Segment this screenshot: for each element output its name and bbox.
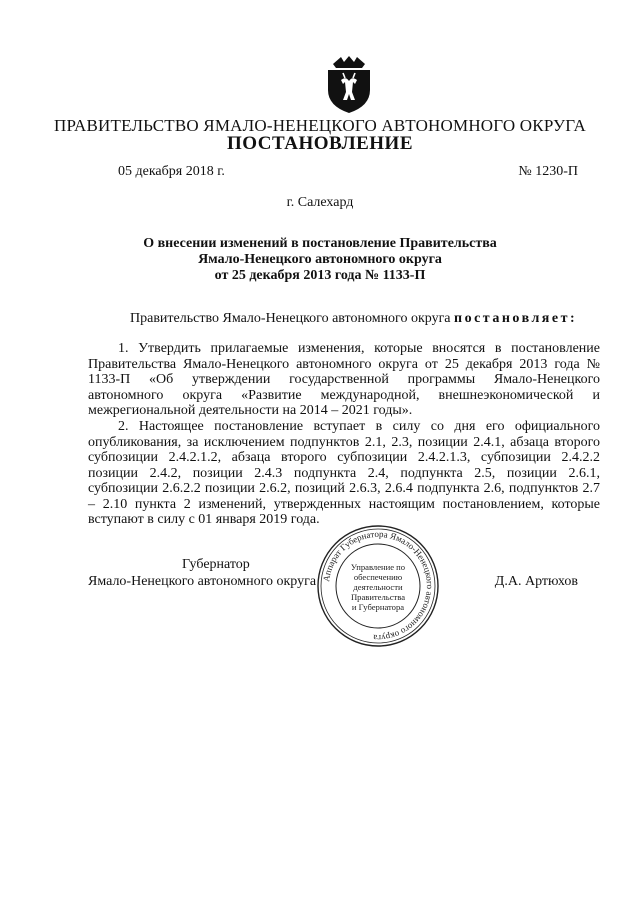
document-number: № 1230-П: [518, 164, 578, 179]
subject-line-2: Ямало-Ненецкого автономного округа: [198, 252, 442, 267]
stamp-line-5: и Губернатора: [351, 602, 405, 612]
stamp-ring-text: Аппарат Губернатора Ямало-Ненецкого автономного округа: [321, 528, 436, 644]
signatory-name: Д.А. Артюхов: [494, 574, 578, 589]
document-type: ПОСТАНОВЛЕНИЕ: [226, 133, 414, 154]
signatory-position-line-2: Ямало-Ненецкого автономного округа: [88, 574, 317, 589]
signatory-position-line-1: Губернатор: [182, 557, 250, 572]
decree-intro: Правительство Ямало-Ненецкого автономного округа: [130, 311, 451, 326]
stamp-line-3: деятельности: [353, 582, 403, 592]
paragraph-2: [88, 419, 600, 528]
official-stamp: [316, 524, 440, 648]
paragraph-1: [88, 341, 600, 419]
paragraph-2-text: 2. Настоящее постановление вступает в силу со дня его официального опубликования, за исключением подпунктов 2.1, 2.3, позиции 2.4.1, абзаца второго субпозиции 2.4.2.1.2, абзаца второго субпозиции 2.4.2.1.3, субпозиции 2.4.2.2 позиции 2.4.2, позиции 2.4.3 подпункта 2.4, подпункта 2.5, позиции 2.6.1, субпозиции 2.6.2.2 позиции 2.6.2, позиций 2.6.3, 2.6.4 подпункта 2.6, подпунктов 2.7 – 2.10 пункта 2 изменений, утвержденных настоящим постановлением, которые вступают в силу с 01 января 2019 года.: [88, 419, 600, 527]
document-date: 05 декабря 2018 г.: [118, 164, 225, 179]
stamp-line-1: Управление по: [350, 562, 406, 572]
stamp-line-2: обеспечению: [353, 572, 403, 582]
document-city: г. Салехард: [286, 195, 354, 210]
subject-line-1: О внесении изменений в постановление Правительства: [143, 236, 497, 251]
coat-of-arms-icon: [324, 56, 374, 114]
document-subject: [0, 236, 640, 284]
decree-word: постановляет:: [454, 311, 578, 326]
government-name: ПРАВИТЕЛЬСТВО ЯМАЛО-НЕНЕЦКОГО АВТОНОМНОГО ОКРУГА: [54, 116, 586, 135]
subject-line-3: от 25 декабря 2013 года № 1133-П: [214, 268, 426, 283]
decree-line: [130, 311, 577, 327]
stamp-line-4: Правительства: [350, 592, 406, 602]
paragraph-1-text: 1. Утвердить прилагаемые изменения, которые вносятся в постановление Правительства Ямало-Ненецкого автономного округа от 25 декабря 2013 года № 1133-П «Об утверждении государственной программы Ямало-Ненецкого автономного округа «Развитие международной, внешнеэкономической и межрегиональной деятельности на 2014 – 2021 годы».: [88, 341, 600, 418]
